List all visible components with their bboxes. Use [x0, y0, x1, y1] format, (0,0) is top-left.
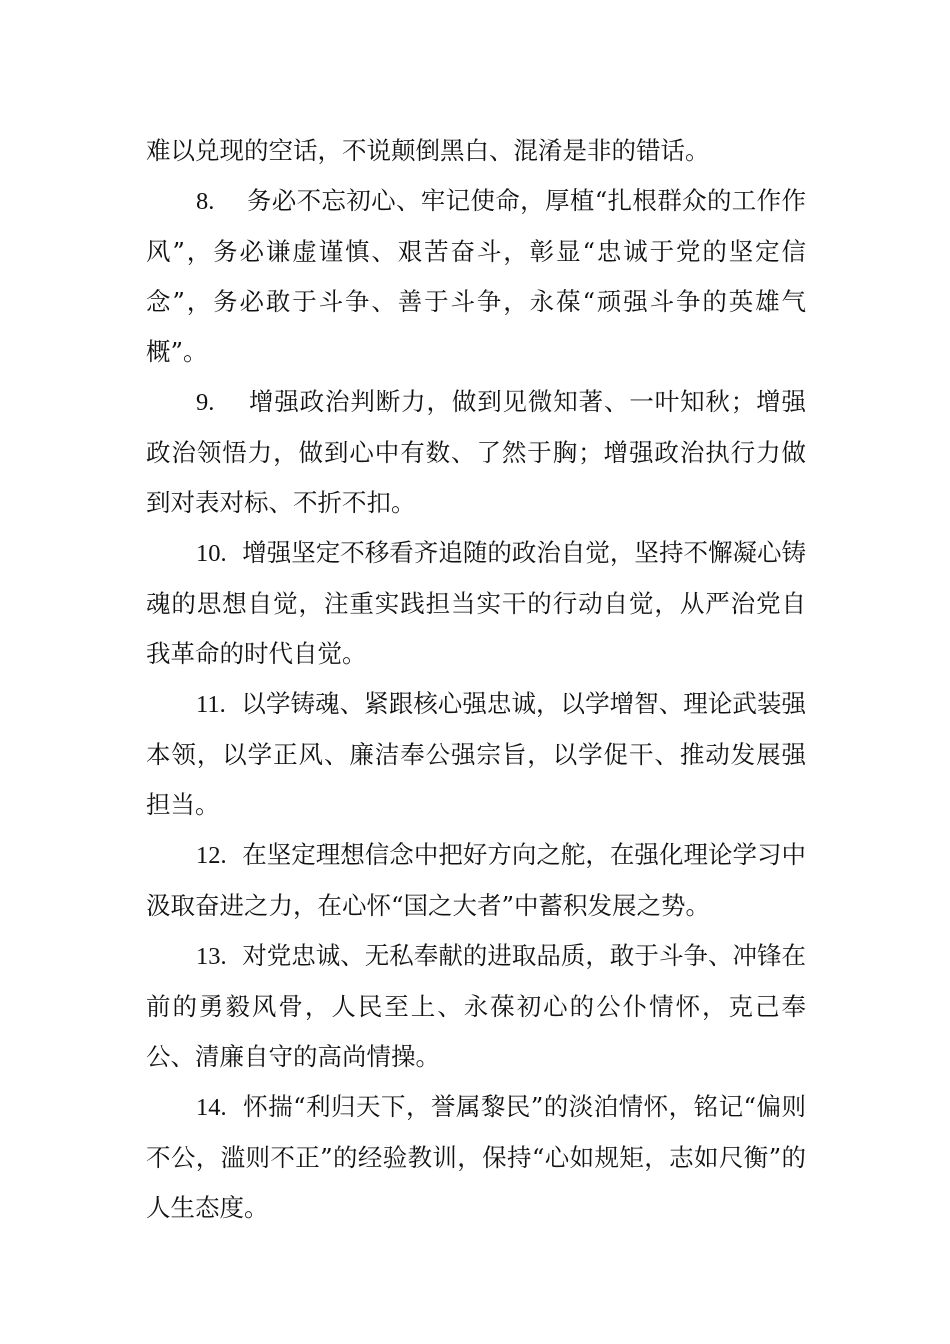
paragraph-number: 9.: [196, 389, 215, 416]
paragraph-text: 务必不忘初心、牢记使命，厚植“扎根群众的工作作风”，务必谦虚谨慎、艰苦奋斗，彰显“忠诚于党的坚定信念”，务必敢于斗争、善于斗争，永葆“顽强斗争的英雄气概”。: [146, 186, 806, 366]
paragraph-number: 11.: [196, 691, 226, 718]
paragraph-continuation: [146, 126, 806, 176]
paragraph-text: 怀揣“利归天下，誉属黎民”的淡泊情怀，铭记“偏则不公，滥则不正”的经验教训，保持“心如规矩，志如尺衡”的人生态度。: [146, 1092, 806, 1222]
paragraph-13: [146, 931, 806, 1082]
paragraph-number: 12.: [196, 842, 227, 869]
paragraph-14: [146, 1082, 806, 1233]
paragraph-10: [146, 528, 806, 679]
document-body: [146, 126, 806, 1233]
paragraph-number: 10.: [196, 540, 227, 567]
paragraph-8: [146, 176, 806, 377]
paragraph-12: [146, 830, 806, 931]
paragraph-number: 13.: [196, 943, 227, 970]
paragraph-11: [146, 679, 806, 830]
paragraph-text: 增强坚定不移看齐追随的政治自觉，坚持不懈凝心铸魂的思想自觉，注重实践担当实干的行动自觉，从严治党自我革命的时代自觉。: [146, 538, 807, 668]
paragraph-number: 8.: [196, 188, 215, 215]
paragraph-number: 14.: [196, 1094, 227, 1121]
paragraph-text: 以学铸魂、紧跟核心强忠诚，以学增智、理论武装强本领，以学正风、廉洁奉公强宗旨，以学促干、推动发展强担当。: [146, 689, 807, 819]
paragraph-text: 在坚定理想信念中把好方向之舵，在强化理论学习中汲取奋进之力，在心怀“国之大者”中蓄积发展之势。: [146, 840, 807, 920]
paragraph-text: 难以兑现的空话，不说颠倒黑白、混淆是非的错话。: [146, 136, 710, 165]
paragraph-text: 增强政治判断力，做到见微知著、一叶知秋；增强政治领悟力，做到心中有数、了然于胸；增强政治执行力做到对表对标、不折不扣。: [146, 387, 807, 517]
paragraph-9: [146, 377, 806, 528]
paragraph-text: 对党忠诚、无私奉献的进取品质，敢于斗争、冲锋在前的勇毅风骨，人民至上、永葆初心的公仆情怀，克己奉公、清廉自守的高尚情操。: [146, 941, 807, 1071]
